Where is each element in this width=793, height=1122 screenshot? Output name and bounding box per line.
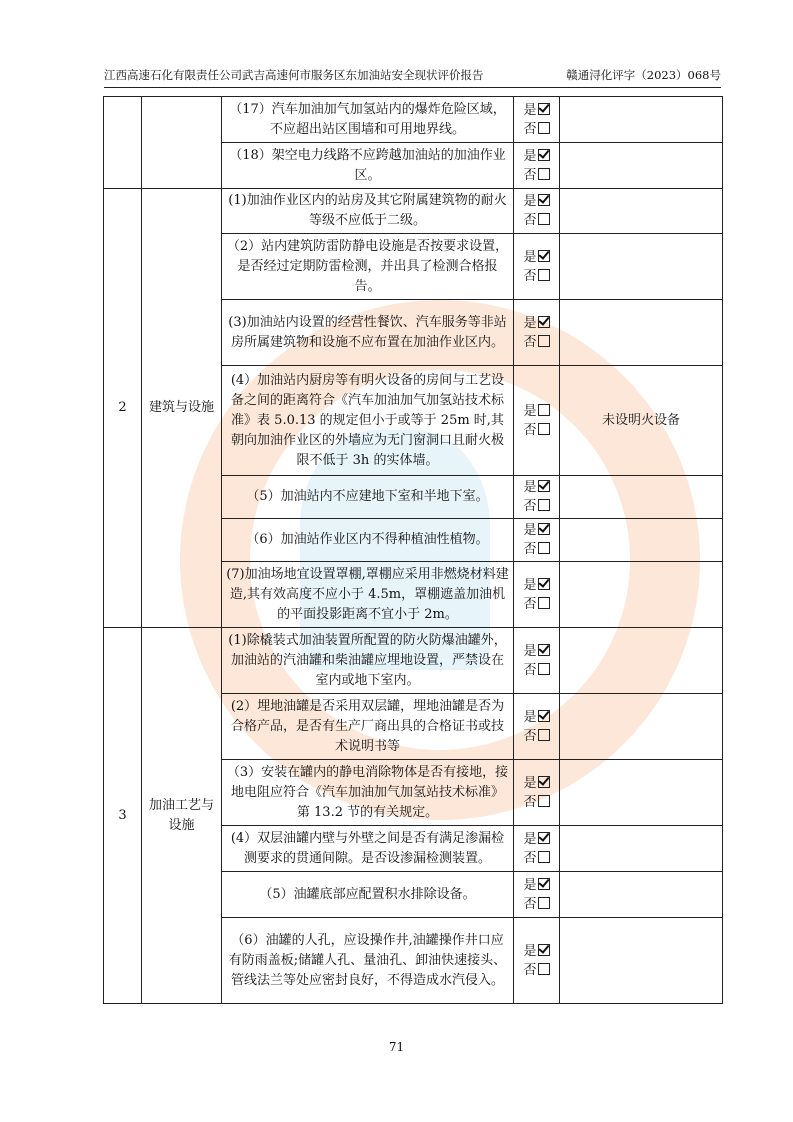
- no-label: 否: [523, 728, 537, 744]
- check-item-text: （17）汽车加油加气加氢站内的爆炸危险区域，不应超出站区围墙和可用地界线。: [222, 97, 514, 143]
- empty-box-icon[interactable]: [538, 213, 550, 225]
- remark-cell: 未设明火设备: [560, 366, 723, 476]
- checked-box-icon[interactable]: [538, 878, 550, 890]
- yes-no-check: [514, 872, 560, 918]
- remark-cell: [560, 300, 723, 366]
- remark-cell: [560, 189, 723, 234]
- yes-no-check: [514, 519, 560, 562]
- check-item-text: (1)除橇装式加油装置所配置的防火防爆油罐外，加油站的汽油罐和柴油罐应埋地设置，严禁设在室内或地下室内。: [222, 628, 514, 694]
- no-label: 否: [523, 794, 537, 810]
- yes-label: 是: [523, 315, 537, 331]
- remark-cell: [560, 143, 723, 189]
- no-label: 否: [523, 121, 537, 137]
- no-label: 否: [523, 542, 537, 557]
- yes-label: 是: [523, 577, 537, 593]
- checked-box-icon[interactable]: [538, 103, 550, 115]
- checked-box-icon[interactable]: [538, 523, 550, 535]
- yes-label: 是: [523, 480, 537, 495]
- empty-box-icon[interactable]: [538, 542, 550, 554]
- remark-cell: [560, 519, 723, 562]
- no-label: 否: [523, 499, 537, 514]
- checked-box-icon[interactable]: [538, 480, 550, 492]
- remark-cell: [560, 628, 723, 694]
- yes-label: 是: [523, 148, 537, 164]
- checked-box-icon[interactable]: [538, 578, 550, 590]
- yes-no-check: [514, 562, 560, 628]
- no-label: 否: [523, 213, 537, 228]
- checked-box-icon[interactable]: [538, 710, 550, 722]
- remark-cell: [560, 234, 723, 300]
- check-item-text: （5）加油站内不应建地下室和半地下室。: [222, 476, 514, 519]
- remark-cell: [560, 476, 723, 519]
- yes-label: 是: [523, 709, 537, 725]
- yes-label: 是: [523, 403, 537, 419]
- yes-label: 是: [523, 643, 537, 659]
- no-label: 否: [523, 662, 537, 678]
- no-label: 否: [523, 334, 537, 350]
- row-sequence-number: [104, 97, 142, 189]
- yes-no-check: [514, 826, 560, 872]
- yes-no-check: [514, 760, 560, 826]
- check-item-text: （18）架空电力线路不应跨越加油站的加油作业区。: [222, 143, 514, 189]
- checked-box-icon[interactable]: [538, 194, 550, 206]
- yes-label: 是: [523, 249, 537, 265]
- empty-box-icon[interactable]: [538, 168, 550, 180]
- check-item-text: (4）双层油罐内壁与外壁之间是否有满足渗漏检测要求的贯通间隙。是否设渗漏检测装置。: [222, 826, 514, 872]
- table-row: [104, 97, 723, 143]
- check-item-text: （6）加油站作业区内不得种植油性植物。: [222, 519, 514, 562]
- yes-label: 是: [523, 943, 537, 959]
- header-report-number: 赣通浔化评字（2023）068号: [566, 68, 721, 82]
- empty-box-icon[interactable]: [538, 597, 550, 609]
- no-label: 否: [523, 896, 537, 912]
- empty-box-icon[interactable]: [538, 269, 550, 281]
- check-item-text: (3)加油站内设置的经营性餐饮、汽车服务等非站房所属建筑物和设施不应布置在加油作业区内。: [222, 300, 514, 366]
- checked-box-icon[interactable]: [538, 644, 550, 656]
- check-item-text: （6）油罐的人孔，应设操作井,油罐操作井口应有防雨盖板;储罐人孔、量油孔、卸油快速接头、管线法兰等处应密封良好，不得造成水汽侵入。: [222, 918, 514, 1004]
- check-item-text: （5）油罐底部应配置积水排除设备。: [222, 872, 514, 918]
- remark-cell: [560, 562, 723, 628]
- yes-label: 是: [523, 775, 537, 791]
- check-item-text: （3）安装在罐内的静电消除物体是否有接地，接地电阻应符合《汽车加油加气加氢站技术标准》第 13.2 节的有关规定。: [222, 760, 514, 826]
- check-item-text: (4）加油站内厨房等有明火设备的房间与工艺设备之间的距离符合《汽车加油加气加氢站技术标准》表 5.0.13 的规定但小于或等于 25m 时,其朝向加油作业区的外墙应为无门窗洞口且耐火极限不低于 3h 的实体墙。: [222, 366, 514, 476]
- yes-no-check: [514, 366, 560, 476]
- yes-label: 是: [523, 831, 537, 847]
- yes-label: 是: [523, 194, 537, 209]
- page-number: 71: [388, 1040, 405, 1054]
- empty-box-icon[interactable]: [538, 499, 550, 511]
- no-label: 否: [523, 596, 537, 612]
- empty-box-icon[interactable]: [538, 729, 550, 741]
- yes-no-check: [514, 300, 560, 366]
- empty-box-icon[interactable]: [538, 963, 550, 975]
- check-item-text: (7)加油场地宜设置罩棚,罩棚应采用非燃烧材料建造,其有效高度不应小于 4.5m，罩棚遮盖加油机的平面投影距离不宜小于 2m。: [222, 562, 514, 628]
- check-item-text: (1)加油作业区内的站房及其它附属建筑物的耐火等级不应低于二级。: [222, 189, 514, 234]
- page-header: [104, 67, 721, 88]
- table-row: [104, 628, 723, 694]
- empty-box-icon[interactable]: [538, 795, 550, 807]
- checked-box-icon[interactable]: [538, 149, 550, 161]
- row-category: [142, 97, 222, 189]
- check-item-text: (2）埋地油罐是否采用双层罐，埋地油罐是否为合格产品，是否有生产厂商出具的合格证书或技术说明书等: [222, 694, 514, 760]
- empty-box-icon[interactable]: [538, 897, 550, 909]
- checked-box-icon[interactable]: [538, 776, 550, 788]
- checked-box-icon[interactable]: [538, 250, 550, 262]
- yes-no-check: [514, 628, 560, 694]
- yes-label: 是: [523, 877, 537, 893]
- row-sequence-number: 2: [104, 189, 142, 628]
- no-label: 否: [523, 422, 537, 438]
- empty-box-icon[interactable]: [538, 851, 550, 863]
- check-item-text: （2）站内建筑防雷防静电设施是否按要求设置，是否经过定期防雷检测，并出具了检测合格报告。: [222, 234, 514, 300]
- safety-checklist-table: [103, 96, 723, 1004]
- empty-box-icon[interactable]: [538, 423, 550, 435]
- header-report-title: 江西高速石化有限责任公司武吉高速何市服务区东加油站安全现状评价报告: [104, 68, 484, 82]
- checked-box-icon[interactable]: [538, 944, 550, 956]
- table-row: [104, 189, 723, 234]
- yes-no-check: [514, 143, 560, 189]
- checked-box-icon[interactable]: [538, 832, 550, 844]
- remark-cell: [560, 97, 723, 143]
- remark-cell: [560, 872, 723, 918]
- row-sequence-number: 3: [104, 628, 142, 1004]
- yes-no-check: [514, 476, 560, 519]
- yes-label: 是: [523, 102, 537, 118]
- yes-no-check: [514, 918, 560, 1004]
- empty-box-icon[interactable]: [538, 122, 550, 134]
- empty-box-icon[interactable]: [538, 663, 550, 675]
- remark-cell: [560, 826, 723, 872]
- yes-no-check: [514, 694, 560, 760]
- remark-cell: [560, 760, 723, 826]
- yes-no-check: [514, 97, 560, 143]
- row-category: 加油工艺与设施: [142, 628, 222, 1004]
- yes-label: 是: [523, 523, 537, 538]
- yes-no-check: [514, 189, 560, 234]
- no-label: 否: [523, 962, 537, 978]
- no-label: 否: [523, 268, 537, 284]
- no-label: 否: [523, 850, 537, 866]
- empty-box-icon[interactable]: [538, 335, 550, 347]
- row-category: 建筑与设施: [142, 189, 222, 628]
- empty-box-icon[interactable]: [538, 404, 550, 416]
- remark-cell: [560, 694, 723, 760]
- checked-box-icon[interactable]: [538, 316, 550, 328]
- remark-cell: [560, 918, 723, 1004]
- yes-no-check: [514, 234, 560, 300]
- no-label: 否: [523, 167, 537, 183]
